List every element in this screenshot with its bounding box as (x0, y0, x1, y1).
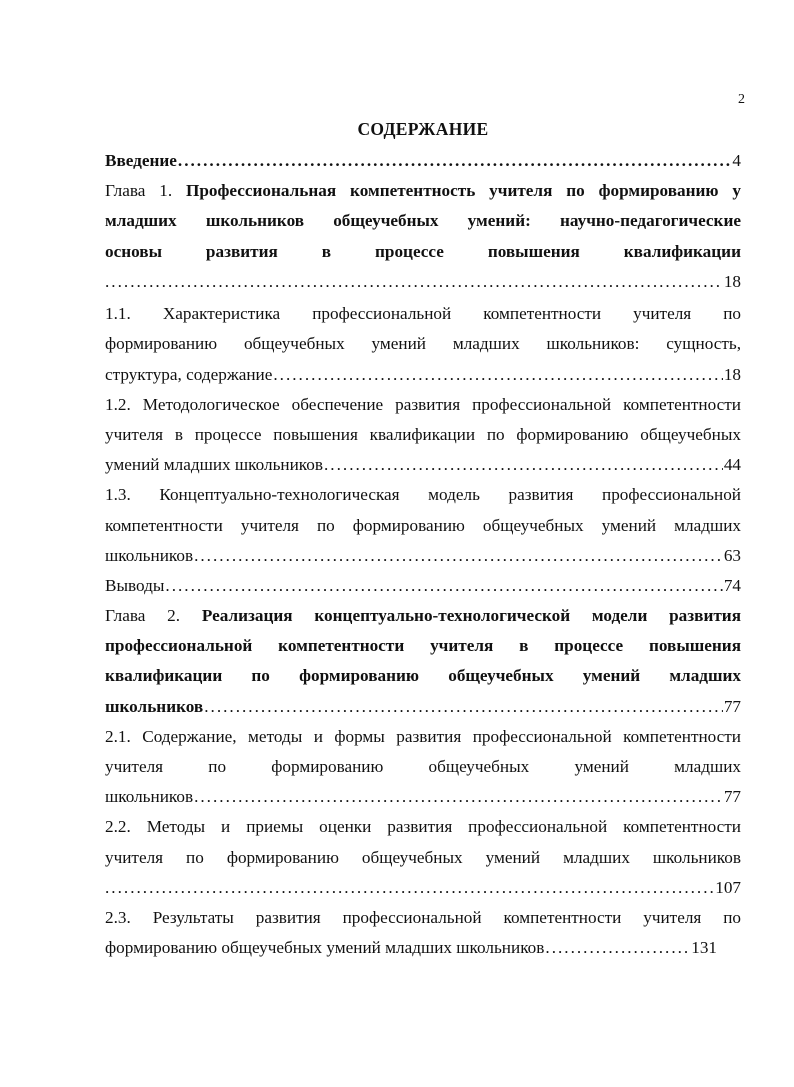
dot-leader (165, 571, 722, 601)
chapter-title-line: школьников (105, 696, 204, 716)
chapter-prefix: Глава 2. (105, 606, 181, 626)
toc-entry-section-2-3[interactable] (105, 903, 741, 963)
toc-page-number: 77 (723, 787, 741, 807)
toc-label: Выводы (105, 575, 165, 595)
dot-leader (204, 692, 723, 722)
section-number: 2.2. (105, 817, 131, 837)
toc-page-number: 63 (723, 545, 741, 565)
section-title-line: Характеристика профессиональной компетентности учителя по (162, 304, 741, 324)
section-number: 1.1. (105, 304, 131, 324)
chapter-title-line: основы развития в процессе повышения квалификации (105, 241, 741, 261)
section-title-line: формированию общеучебных умений младших школьников: сущность, (105, 334, 741, 354)
section-title-line: учителя в процессе повышения квалификации по формированию общеучебных (105, 424, 741, 444)
chapter-title-line: Реализация концептуально-технологической модели развития (201, 606, 741, 626)
toc-line (105, 176, 741, 206)
chapter-title-line: профессиональной компетентности учителя в процессе повышения (105, 636, 741, 656)
dot-leader (194, 782, 723, 812)
section-title-line: Результаты развития профессиональной компетентности учителя по (152, 907, 741, 927)
toc-page-number: 74 (723, 575, 741, 595)
toc-entry-section-2-2[interactable] (105, 812, 741, 903)
toc-entry-section-2-1[interactable] (105, 722, 741, 813)
toc-line (105, 450, 741, 480)
chapter-title-line: Профессиональная компетентность учителя по формированию у (186, 181, 741, 201)
toc-line (105, 782, 741, 812)
dot-leader (324, 450, 723, 480)
section-title-line: умений младших школьников (105, 455, 323, 475)
toc-line (105, 601, 741, 631)
dot-leader (273, 360, 722, 390)
section-title-line: компетентности учителя по формированию общеучебных умений младших (105, 515, 741, 535)
section-title-line: школьников (105, 787, 194, 807)
toc-line (105, 299, 741, 329)
page-title: СОДЕРЖАНИЕ (357, 119, 489, 139)
toc-entry-chapter-1[interactable] (105, 176, 741, 297)
dot-leader (105, 267, 723, 297)
toc-line (105, 541, 741, 571)
dot-leader (545, 933, 690, 963)
section-number: 1.3. (105, 485, 131, 505)
section-title-line: формированию общеучебных умений младших школьников (105, 938, 545, 958)
toc-page-number: 131 (691, 938, 717, 958)
section-number: 2.3. (105, 907, 131, 927)
table-of-contents (105, 146, 741, 963)
toc-page-number: 18 (723, 364, 741, 384)
section-title-line: Содержание, методы и формы развития профессиональной компетентности (142, 726, 741, 746)
toc-page-number: 4 (732, 151, 741, 170)
page-number: 2 (738, 92, 745, 107)
dot-leader (194, 541, 723, 571)
toc-entry-conclusions[interactable] (105, 571, 741, 601)
toc-page-number: 107 (715, 877, 741, 897)
section-title-line: Концептуально-технологическая модель развития профессиональной (159, 485, 741, 505)
toc-page-number: 18 (723, 271, 741, 291)
toc-line (105, 933, 717, 963)
chapter-prefix: Глава 1. (105, 181, 173, 201)
toc-entry-section-1-3[interactable] (105, 480, 741, 571)
toc-line (105, 812, 741, 842)
toc-entry-section-1-1[interactable] (105, 299, 741, 390)
toc-line (105, 390, 741, 420)
toc-page-number: 44 (723, 455, 741, 475)
dot-leader (178, 146, 732, 176)
toc-line (105, 903, 741, 933)
toc-entry-section-1-2[interactable] (105, 390, 741, 481)
toc-entry-chapter-2[interactable] (105, 601, 741, 722)
section-title-line: учителя по формированию общеучебных умений младших школьников (105, 847, 741, 867)
toc-page-number: 77 (723, 696, 741, 716)
toc-line (105, 873, 741, 903)
section-title-line: структура, содержание (105, 364, 273, 384)
toc-line (105, 267, 741, 297)
toc-line (105, 480, 741, 510)
toc-line (105, 722, 741, 752)
section-title-line: школьников (105, 545, 194, 565)
toc-line (105, 692, 741, 722)
toc-label: Введение (105, 151, 177, 170)
section-title-line: Методы и приемы оценки развития профессиональной компетентности (146, 817, 741, 837)
chapter-title-line: младших школьников общеучебных умений: научно-педагогические (105, 211, 741, 231)
toc-line (105, 360, 741, 390)
chapter-title-line: квалификации по формированию общеучебных умений младших (105, 666, 741, 686)
section-number: 1.2. (105, 394, 131, 414)
section-title-line: Методологическое обеспечение развития профессиональной компетентности (142, 394, 741, 414)
dot-leader (105, 873, 714, 903)
section-title-line: учителя по формированию общеучебных умений младших (105, 757, 741, 777)
section-number: 2.1. (105, 726, 131, 746)
toc-entry-introduction[interactable] (105, 146, 741, 176)
